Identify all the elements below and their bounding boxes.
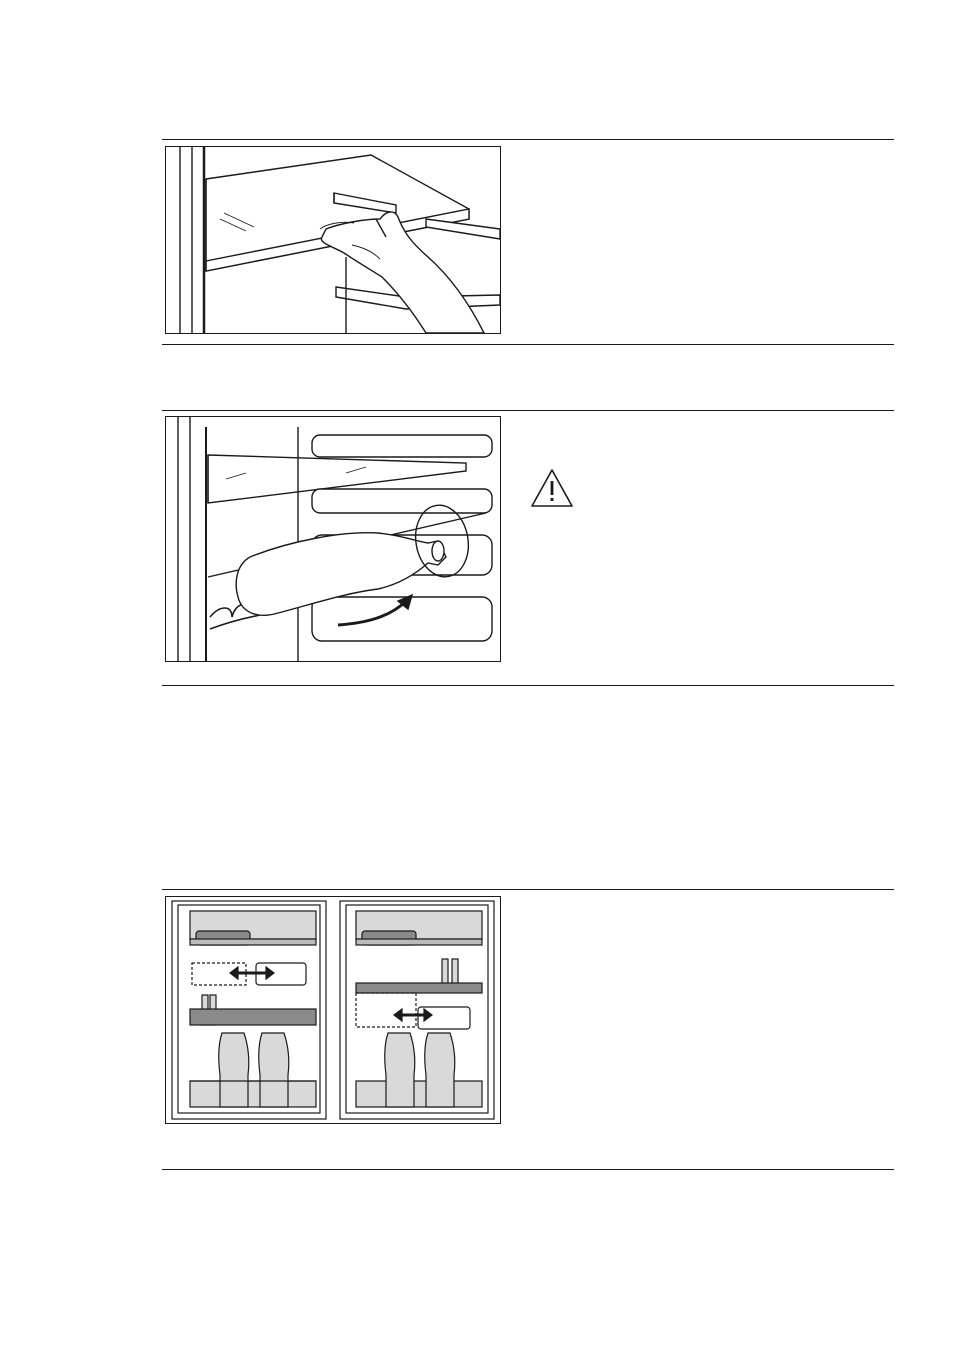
section-divider-2: [162, 344, 894, 345]
section-divider-3: [162, 410, 894, 411]
section-divider-5: [162, 889, 894, 890]
section-divider-1: [162, 139, 894, 140]
warning-triangle-icon: [530, 468, 574, 508]
section-divider-6: [162, 1169, 894, 1170]
shelf-arrangement-illustration: [165, 896, 501, 1124]
section-divider-4: [162, 685, 894, 686]
shelf-removal-illustration: [165, 146, 501, 334]
bottle-rack-illustration: [165, 416, 501, 662]
